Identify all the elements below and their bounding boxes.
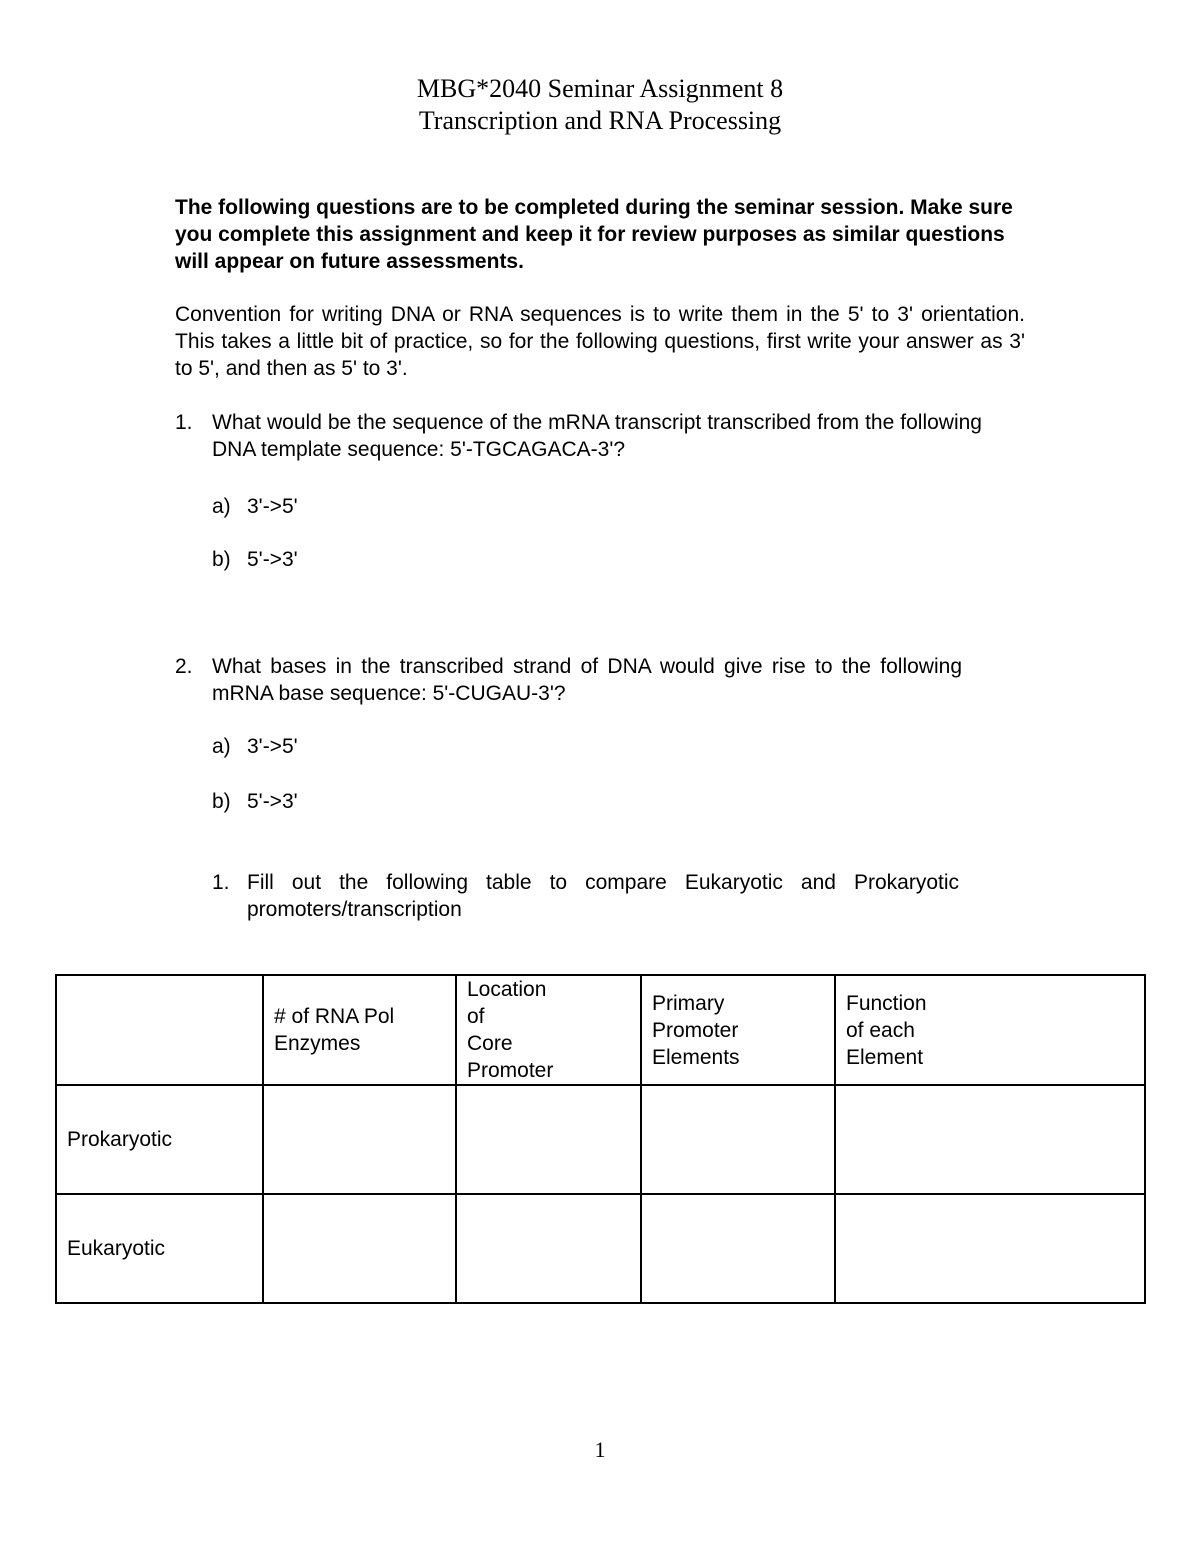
document-subtitle: Transcription and RNA Processing bbox=[418, 106, 782, 135]
question-1a-text: 3'->5' bbox=[247, 495, 298, 518]
question-1-number: 1. bbox=[175, 411, 193, 434]
question-2b-text: 5'->3' bbox=[247, 790, 298, 813]
question-1b-label: b) bbox=[212, 548, 231, 571]
table-cell[interactable] bbox=[263, 1194, 456, 1303]
row-label-eukaryotic: Eukaryotic bbox=[56, 1194, 263, 1303]
table-cell[interactable] bbox=[456, 1194, 641, 1303]
table-header-line: Enzymes bbox=[274, 1032, 361, 1055]
table-header-line: Element bbox=[846, 1045, 924, 1069]
table-cell[interactable] bbox=[456, 1085, 641, 1194]
comparison-table bbox=[55, 974, 1146, 1304]
table-header-location bbox=[456, 975, 641, 1085]
table-header-line: Core bbox=[467, 1032, 513, 1055]
table-header-empty bbox=[56, 975, 263, 1085]
question-1-text: What would be the sequence of the mRNA transcript transcribed from the following DNA template sequence: 5'-TGCAGACA-3'? bbox=[212, 411, 982, 461]
question-1a-label: a) bbox=[212, 495, 231, 518]
table-header-line: of each bbox=[846, 1018, 915, 1042]
table-header-primary-elements bbox=[641, 975, 835, 1085]
table-header-function bbox=[835, 975, 1145, 1085]
row-label-prokaryotic: Prokaryotic bbox=[56, 1085, 263, 1194]
table-cell[interactable] bbox=[835, 1194, 1145, 1303]
table-header-rna-pol bbox=[263, 975, 456, 1085]
question-2a-label: a) bbox=[212, 735, 231, 758]
table-header-line: Promoter bbox=[467, 1059, 554, 1082]
table-cell[interactable] bbox=[835, 1085, 1145, 1194]
table-header-line: # of RNA Pol bbox=[274, 1005, 395, 1028]
table-row bbox=[56, 1194, 1145, 1303]
table-header-line: Primary bbox=[652, 991, 725, 1015]
intro-instructions: The following questions are to be completed during the seminar session. Make sure you complete this assignment and keep it for review purposes as similar questions will appear on future assessments. bbox=[175, 196, 1013, 273]
table-row bbox=[56, 1085, 1145, 1194]
question-3-number: 1. bbox=[212, 871, 230, 894]
table-header-line: Location bbox=[467, 978, 547, 1001]
table-cell[interactable] bbox=[641, 1194, 835, 1303]
table-header-line: Function bbox=[846, 991, 927, 1015]
table-header-line: of bbox=[467, 1005, 485, 1028]
table-header-row bbox=[56, 975, 1145, 1085]
question-2a-text: 3'->5' bbox=[247, 735, 298, 758]
table-cell[interactable] bbox=[263, 1085, 456, 1194]
document-title: MBG*2040 Seminar Assignment 8 bbox=[416, 74, 784, 103]
question-3-text: Fill out the following table to compare Eukaryotic and Prokaryotic promoters/transcription bbox=[247, 871, 959, 921]
question-2b-label: b) bbox=[212, 790, 231, 813]
page-number: 1 bbox=[594, 1437, 606, 1462]
question-2-text: What bases in the transcribed strand of DNA would give rise to the following mRNA base sequence: 5'-CUGAU-3'? bbox=[212, 655, 962, 705]
convention-paragraph: Convention for writing DNA or RNA sequences is to write them in the 5' to 3' orientation. This takes a little bit of practice, so for the following questions, first write your answer as 3' to 5', and then as 5' to 3'. bbox=[175, 303, 1025, 380]
question-2-number: 2. bbox=[175, 655, 193, 678]
question-1b-text: 5'->3' bbox=[247, 548, 298, 571]
table-header-line: Elements bbox=[652, 1045, 740, 1069]
table-cell[interactable] bbox=[641, 1085, 835, 1194]
table-header-line: Promoter bbox=[652, 1018, 739, 1042]
